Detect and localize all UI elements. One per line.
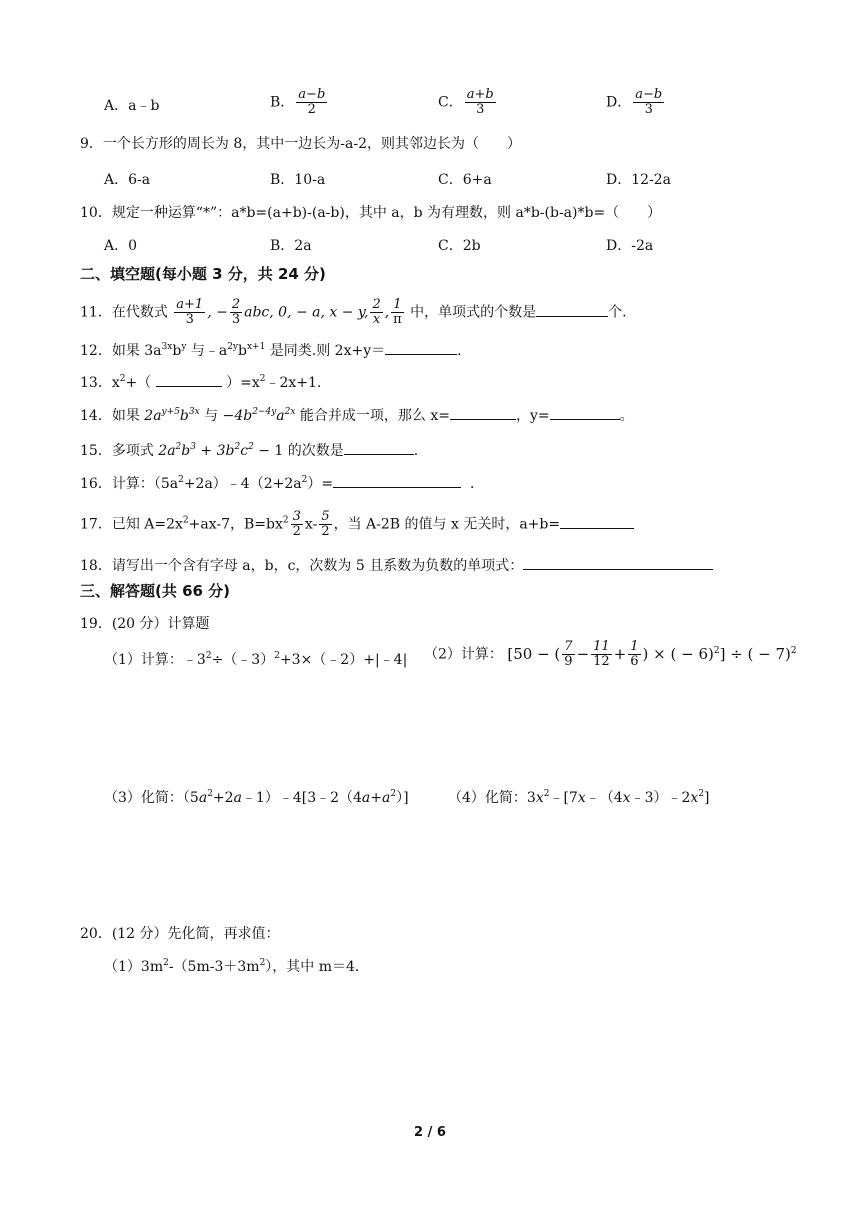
q15-answer-blank[interactable]	[344, 440, 414, 455]
q11-fraction-3: $\frac{2}{x}$	[372, 297, 381, 327]
q19-part-2: （2）计算： [50 − ( $\frac{7}{9}$ − $\frac{11}{12}$ + $\frac{1}{6}$ ) × ( − 6)$^2$] ÷ ( − 7)$^2$	[424, 639, 797, 669]
q16: 16．计算：$(5a^2+2a)﹣4(2+2a^2)=$ ．	[80, 475, 484, 492]
q19-fraction-2: $\frac{11}{12}$	[593, 639, 610, 669]
q17-answer-blank[interactable]	[560, 514, 634, 529]
q20-part-1: $(1)3m^2-(5m-3+3m^2)$，其中 m＝4.	[104, 958, 360, 975]
q17-fraction-1: $\frac{3}{2}$	[292, 509, 301, 539]
q9-stem: 9．一个长方形的周长为 8，其中一边长为-a-2，则其邻边长为（ ）	[80, 136, 521, 152]
q12: 12．如果 $3a^{3x}b^y$ 与$﹣a^{2y}b^{x+1}$ 是同类.则 2x+y＝ .	[80, 342, 462, 359]
q19-part-4: （4）化简：$3x^2﹣[7x﹣(4x﹣3)﹣2x^2]$	[448, 789, 710, 806]
q10-option-b: B．2a	[270, 238, 312, 254]
q15: 15．多项式 $2a^2b^3 + 3b^2c^2 - 1$ 的次数是 .	[80, 442, 419, 459]
q11-fraction-1: $\frac{a+1}{3}$	[176, 297, 204, 327]
page-number: 2 / 6	[414, 1125, 446, 1140]
q8-d-fraction: $\frac{a-b}{3}$	[635, 87, 663, 117]
q18-answer-blank[interactable]	[523, 555, 713, 570]
section-fill-in-title: 二、填空题(每小题 3 分，共 24 分)	[80, 265, 326, 283]
q11-fraction-4: $\frac{1}{\pi}$	[393, 297, 402, 327]
q19-part-3: （3）化简：$(5a^2+2a﹣1)﹣4[3﹣2(4a+a^2)]$	[104, 789, 409, 806]
q8-option-d: D． $\frac{a-b}{3}$	[606, 87, 663, 117]
q9-option-c: C．6+a	[438, 172, 492, 188]
q11-fraction-2: $\frac{2}{3}$	[231, 297, 241, 327]
q10-option-a: A．0	[104, 238, 138, 254]
q8-option-b: B． $\frac{a-b}{2}$	[270, 87, 326, 117]
q10-stem: 10．规定一种运算“*”：a*b=(a+b)-(a-b)，其中 a，b 为有理数，则 a*b-(b-a)*b=（ ）	[80, 205, 662, 221]
q11-answer-blank[interactable]	[536, 302, 608, 317]
q8-option-c: C． $\frac{a+b}{3}$	[438, 87, 494, 117]
q19-fraction-1: $\frac{7}{9}$	[564, 639, 573, 669]
q19-part-1: （1）计算：$﹣3^2\div(﹣3)^2+3\times(﹣2)+|﹣4|$	[104, 651, 408, 668]
q13-answer-blank[interactable]	[156, 372, 222, 387]
q20-stem: 20．(12 分）先化简，再求值：	[80, 926, 280, 942]
q8-b-fraction: $\frac{a-b}{2}$	[298, 87, 326, 117]
q19-fraction-3: $\frac{1}{6}$	[630, 639, 639, 669]
q11: 11．在代数式 $\frac{a+1}{3}$ , − $\frac{2}{3}$ abc, 0, − a, x − y, $\frac{2}{x}$ , $\frac{1}{\pi}$ 中，单项式的个数是 个.	[80, 297, 627, 327]
q13: 13．$x^2+$（ ）$=x^2﹣2x+1$.	[80, 374, 322, 391]
q9-option-d: D．12-2a	[606, 172, 672, 188]
q17: 17．已知 $A=2x^2+ax-7$，$B=bx^2$ $\frac{3}{2}$ x- $\frac{5}{2}$ ，当 A-2B 的值与 x 无关时，a+b=	[80, 510, 634, 539]
q19-stem: 19．(20 分）计算题	[80, 616, 210, 632]
q8-option-a: A．a﹣b	[104, 98, 160, 114]
q16-answer-blank[interactable]	[333, 473, 461, 488]
q14-y-blank[interactable]	[550, 405, 620, 420]
q9-option-a: A．6-a	[104, 172, 151, 188]
q17-fraction-2: $\frac{5}{2}$	[321, 509, 330, 539]
q12-answer-blank[interactable]	[385, 340, 457, 355]
q10-option-d: D．-2a	[606, 238, 654, 254]
q8-c-fraction: $\frac{a+b}{3}$	[466, 87, 494, 117]
q14-x-blank[interactable]	[450, 405, 516, 420]
q18: 18．请写出一个含有字母 a，b，c，次数为 5 且系数为负数的单项式：	[80, 555, 713, 576]
q10-option-c: C．2b	[438, 238, 481, 254]
section-answer-title: 三、解答题(共 66 分)	[80, 582, 231, 600]
q14: 14．如果 $2a^{y+5}b^{3x}$ 与 $-4b^{2-4y}a^{2x}$ 能合并成一项，那么 x= ，y= 。	[80, 407, 634, 424]
q9-option-b: B．10-a	[270, 172, 326, 188]
